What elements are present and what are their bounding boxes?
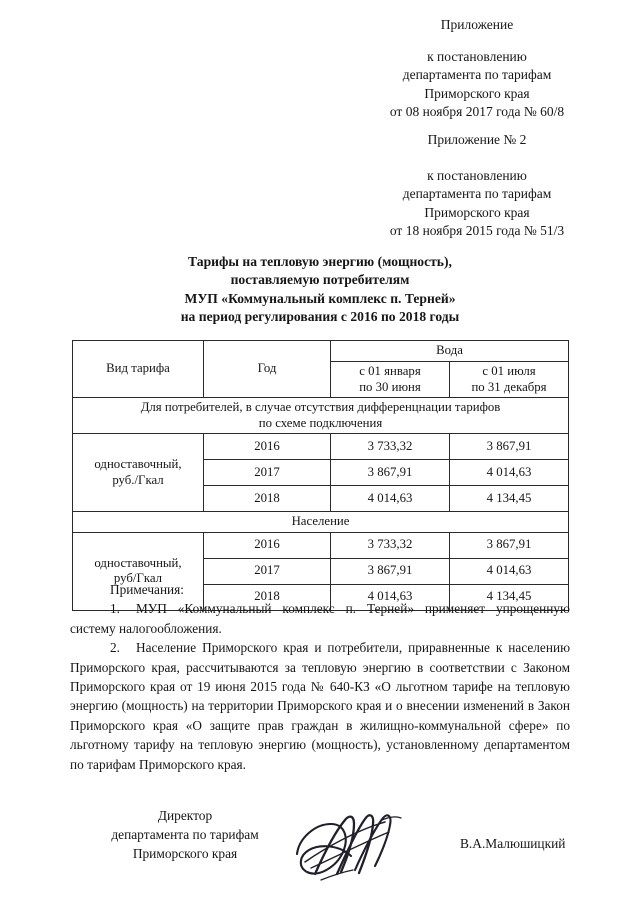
cell-rate-second-half: 4 014,63	[450, 558, 569, 584]
table-section-header-row	[73, 512, 569, 533]
cell-rate-first-half: 3 867,91	[331, 460, 450, 486]
cell-rate-second-half: 4 014,63	[450, 460, 569, 486]
signatory-title-line: Приморского края	[132, 846, 238, 861]
cell-rate-first-half: 4 014,63	[331, 584, 450, 610]
signatory-title-line: Директор	[157, 808, 213, 823]
tariff-kind-line-1: одноставочный,	[94, 555, 182, 570]
tariff-table	[72, 340, 569, 611]
tariff-kind-line-2: руб/Гкал	[113, 571, 163, 585]
page-title	[64, 253, 576, 327]
cell-rate-second-half: 3 867,91	[450, 434, 569, 460]
table-header-row	[73, 341, 569, 362]
signature-block	[70, 806, 580, 896]
table-row	[73, 532, 569, 558]
tariff-kind-line-2: руб./Гкал	[112, 472, 164, 487]
appendix-ref-line: департамента по тарифам	[402, 186, 552, 202]
appendix-reference-block-2	[352, 131, 602, 241]
appendix-ref-line: к постановлению	[427, 48, 527, 64]
signatory-title	[70, 806, 300, 863]
section-title-consumers	[73, 398, 569, 434]
cell-rate-first-half: 4 014,63	[331, 486, 450, 512]
column-header-year: Год	[204, 341, 331, 398]
period-line-1: с 01 января	[359, 364, 421, 378]
notes-section	[70, 580, 570, 774]
note-number-2: 2.	[110, 640, 120, 656]
period-line-2: по 31 декабря	[471, 379, 547, 394]
table-section-header-row	[73, 398, 569, 434]
cell-year: 2017	[204, 460, 331, 486]
column-header-period-second-half	[450, 362, 569, 398]
signatory-title-line: департамента по тарифам	[111, 827, 259, 842]
column-header-period-first-half	[331, 362, 450, 398]
note-text-1: МУП «Коммунальный комплекс п. Терней» применяет упрощенную систему налогообложения.	[70, 601, 570, 636]
cell-year: 2018	[204, 584, 331, 610]
column-header-tariff-kind: Вид тарифа	[73, 341, 204, 398]
section-title-line-2: по схеме подключения	[258, 415, 383, 430]
cell-rate-second-half: 4 134,45	[450, 584, 569, 610]
period-line-1: с 01 июля	[482, 364, 536, 378]
note-number-1: 1.	[110, 601, 120, 617]
appendix-ref-line: от 18 ноября 2015 года № 51/3	[389, 223, 565, 239]
appendix-ref-line: к постановлению	[427, 167, 527, 183]
note-item-2	[70, 638, 570, 774]
cell-year: 2016	[204, 532, 331, 558]
appendix-label-1: Приложение	[440, 17, 514, 32]
appendix-label-2: Приложение № 2	[427, 132, 527, 147]
appendix-ref-line: Приморского края	[424, 85, 530, 101]
appendix-reference-block-1	[352, 16, 602, 122]
handwritten-signature	[285, 804, 415, 890]
section-title-population: Население	[73, 512, 569, 533]
cell-rate-second-half: 4 134,45	[450, 486, 569, 512]
appendix-ref-line: Приморского края	[424, 204, 530, 220]
period-line-2: по 30 июня	[359, 379, 421, 394]
cell-tariff-kind	[73, 434, 204, 512]
cell-rate-first-half: 3 733,32	[331, 434, 450, 460]
appendix-ref-line: департамента по тарифам	[402, 67, 552, 83]
cell-rate-second-half: 3 867,91	[450, 532, 569, 558]
tariff-kind-line-1: одноставочный,	[94, 457, 182, 471]
table-row	[73, 434, 569, 460]
signatory-name: В.А.Малюшицкий	[460, 836, 566, 851]
page-title-line: МУП «Коммунальный комплекс п. Терней»	[184, 290, 456, 306]
page-title-line: Тарифы на тепловую энергию (мощность),	[188, 254, 452, 269]
page-title-line: на период регулирования с 2016 по 2018 годы	[180, 309, 460, 325]
note-item-1	[70, 599, 570, 638]
notes-heading: Примечания:	[110, 582, 184, 597]
page-title-line: поставляемую потребителям	[230, 272, 410, 288]
section-title-line-1: Для потребителей, в случае отсутствия дифференцнации тарифов	[140, 400, 501, 414]
appendix-ref-line: от 08 ноября 2017 года № 60/8	[389, 104, 565, 120]
note-text-2: Население Приморского края и потребители, приравненные к населению Приморского края, рассчитываются за тепловую энергию в соответствии с Законом Приморского края от 19 июня 2015 года № 640-КЗ «О льготном тарифе на тепловую энергию (мощность) на территории Приморского края и о внесении изменений в Закон Приморского края «О защите прав граждан в жилищно-коммунальной сфере» по льготному тарифу на тепловую энергию (мощность), установленному департаментом по тарифам Приморского края.	[70, 640, 570, 772]
cell-year: 2017	[204, 558, 331, 584]
column-header-water-group: Вода	[331, 341, 569, 362]
cell-year: 2018	[204, 486, 331, 512]
cell-rate-first-half: 3 867,91	[331, 558, 450, 584]
cell-rate-first-half: 3 733,32	[331, 532, 450, 558]
cell-year: 2016	[204, 434, 331, 460]
